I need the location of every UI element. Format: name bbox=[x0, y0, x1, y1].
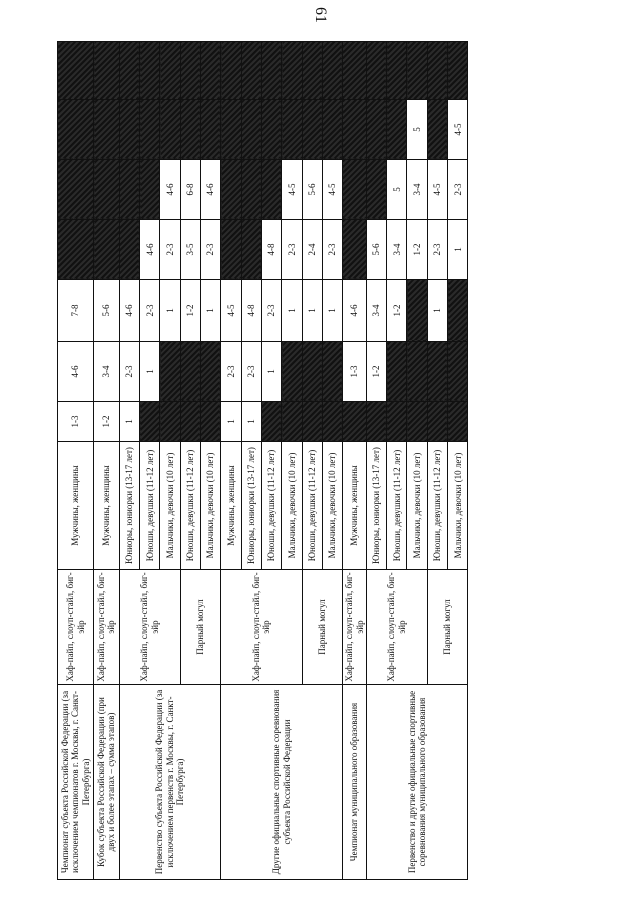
table-cell: 4-5 bbox=[221, 280, 241, 342]
table-cell: 2-3 bbox=[140, 280, 160, 342]
shaded-cell bbox=[221, 160, 241, 220]
shaded-cell bbox=[366, 100, 386, 160]
shaded-cell bbox=[448, 402, 468, 442]
shaded-cell bbox=[221, 42, 241, 100]
table-row bbox=[94, 42, 120, 880]
page-number-text: 61 bbox=[312, 7, 329, 23]
shaded-cell bbox=[322, 402, 342, 442]
shaded-cell bbox=[366, 160, 386, 220]
table-row bbox=[343, 42, 367, 880]
shaded-cell bbox=[387, 402, 407, 442]
table-cell: 4-5 bbox=[282, 160, 302, 220]
table-cell: 3-4 bbox=[387, 220, 407, 280]
shaded-cell bbox=[343, 220, 367, 280]
table-cell: Юноши, девушки (11-12 лет) bbox=[427, 442, 447, 570]
table-cell: 3-5 bbox=[180, 220, 200, 280]
table-cell: Хаф-пайп, слоуп-стайл, биг-эйр bbox=[94, 570, 120, 685]
shaded-cell bbox=[427, 42, 447, 100]
table-cell: 1 bbox=[200, 280, 220, 342]
table-cell: 2-3 bbox=[221, 342, 241, 402]
shaded-cell bbox=[241, 100, 261, 160]
table-cell: 1 bbox=[119, 402, 139, 442]
table-cell: 1 bbox=[302, 280, 322, 342]
table-cell: 4-6 bbox=[200, 160, 220, 220]
shaded-cell bbox=[94, 42, 120, 100]
shaded-cell bbox=[180, 100, 200, 160]
shaded-cell bbox=[302, 402, 322, 442]
table-cell: 4-8 bbox=[241, 280, 261, 342]
table-cell: Мальчики, девочки (10 лет) bbox=[322, 442, 342, 570]
shaded-cell bbox=[282, 100, 302, 160]
table-cell: 2-3 bbox=[427, 220, 447, 280]
rotated-table-container bbox=[57, 42, 463, 880]
table-cell: 2-3 bbox=[261, 280, 281, 342]
table-cell: 5 bbox=[407, 100, 427, 160]
table-cell: 5-6 bbox=[94, 280, 120, 342]
table-cell: 4-6 bbox=[119, 280, 139, 342]
table-cell: Хаф-пайп, слоуп-стайл, биг-эйр bbox=[343, 570, 367, 685]
table-row bbox=[58, 42, 94, 880]
table-cell: Другие официальные спортивные соревнования субъекта Российской Федерации bbox=[221, 685, 343, 880]
table-cell: Парный могул bbox=[180, 570, 221, 685]
shaded-cell bbox=[221, 100, 241, 160]
table-cell: 1-2 bbox=[366, 342, 386, 402]
shaded-cell bbox=[302, 342, 322, 402]
table-cell: 2-3 bbox=[160, 220, 180, 280]
table-cell: 1 bbox=[282, 280, 302, 342]
table-cell: 4-6 bbox=[160, 160, 180, 220]
table-cell: 1-3 bbox=[58, 402, 94, 442]
shaded-cell bbox=[427, 100, 447, 160]
table-cell: 2-3 bbox=[448, 160, 468, 220]
table-cell: 2-3 bbox=[200, 220, 220, 280]
table-cell: 1-3 bbox=[343, 342, 367, 402]
table-cell: Юниоры, юниорки (13-17 лет) bbox=[366, 442, 386, 570]
table-cell: Кубок субъекта Российской Федерации (при двух и более этапах – сумма этапов) bbox=[94, 685, 120, 880]
table-cell: Мальчики, девочки (10 лет) bbox=[407, 442, 427, 570]
table-row bbox=[366, 42, 386, 880]
table-cell: 5-6 bbox=[366, 220, 386, 280]
table-cell: 1-2 bbox=[94, 402, 120, 442]
table-cell: Мужчины, женщины bbox=[221, 442, 241, 570]
shaded-cell bbox=[160, 42, 180, 100]
shaded-cell bbox=[160, 342, 180, 402]
shaded-cell bbox=[427, 402, 447, 442]
shaded-cell bbox=[200, 402, 220, 442]
table-cell: 1 bbox=[427, 280, 447, 342]
table-cell: Юноши, девушки (11-12 лет) bbox=[140, 442, 160, 570]
page-number bbox=[0, 0, 640, 30]
table-cell: 4-8 bbox=[261, 220, 281, 280]
table-cell: Мальчики, девочки (10 лет) bbox=[200, 442, 220, 570]
table-cell: 1-2 bbox=[407, 220, 427, 280]
table-cell: 1 bbox=[221, 402, 241, 442]
table-cell: Юноши, девушки (11-12 лет) bbox=[387, 442, 407, 570]
table-cell: 2-3 bbox=[282, 220, 302, 280]
shaded-cell bbox=[241, 42, 261, 100]
shaded-cell bbox=[200, 342, 220, 402]
shaded-cell bbox=[387, 100, 407, 160]
shaded-cell bbox=[221, 220, 241, 280]
shaded-cell bbox=[261, 42, 281, 100]
shaded-cell bbox=[448, 42, 468, 100]
table-cell: 6-8 bbox=[180, 160, 200, 220]
table-cell: 2-4 bbox=[302, 220, 322, 280]
table-cell: Хаф-пайп, слоуп-стайл, биг-эйр bbox=[58, 570, 94, 685]
shaded-cell bbox=[140, 160, 160, 220]
shaded-cell bbox=[387, 342, 407, 402]
shaded-cell bbox=[343, 42, 367, 100]
shaded-cell bbox=[94, 100, 120, 160]
table-cell: Юниоры, юниорки (13-17 лет) bbox=[119, 442, 139, 570]
table-cell: 4-5 bbox=[427, 160, 447, 220]
table-cell: Парный могул bbox=[302, 570, 343, 685]
shaded-cell bbox=[448, 342, 468, 402]
shaded-cell bbox=[407, 402, 427, 442]
shaded-cell bbox=[180, 402, 200, 442]
table-cell: 4-6 bbox=[140, 220, 160, 280]
table-cell: 5-6 bbox=[302, 160, 322, 220]
shaded-cell bbox=[200, 100, 220, 160]
shaded-cell bbox=[140, 402, 160, 442]
table-cell: 1 bbox=[261, 342, 281, 402]
shaded-cell bbox=[302, 100, 322, 160]
shaded-cell bbox=[407, 42, 427, 100]
shaded-cell bbox=[427, 342, 447, 402]
table-cell: 1 bbox=[241, 402, 261, 442]
shaded-cell bbox=[160, 100, 180, 160]
shaded-cell bbox=[407, 280, 427, 342]
table-cell: 4-6 bbox=[343, 280, 367, 342]
shaded-cell bbox=[94, 220, 120, 280]
shaded-cell bbox=[119, 220, 139, 280]
shaded-cell bbox=[282, 342, 302, 402]
shaded-cell bbox=[448, 280, 468, 342]
table-cell: 4-5 bbox=[448, 100, 468, 160]
table-cell: Мужчины, женщины bbox=[58, 442, 94, 570]
shaded-cell bbox=[180, 42, 200, 100]
table-cell: Мальчики, девочки (10 лет) bbox=[448, 442, 468, 570]
table-cell: Мальчики, девочки (10 лет) bbox=[160, 442, 180, 570]
table-cell: Хаф-пайп, слоуп-стайл, биг-эйр bbox=[366, 570, 427, 685]
shaded-cell bbox=[58, 160, 94, 220]
table-row bbox=[221, 42, 241, 880]
shaded-cell bbox=[180, 342, 200, 402]
shaded-cell bbox=[119, 100, 139, 160]
shaded-cell bbox=[58, 220, 94, 280]
table-cell: Юноши, девушки (11-12 лет) bbox=[180, 442, 200, 570]
shaded-cell bbox=[343, 160, 367, 220]
shaded-cell bbox=[261, 100, 281, 160]
shaded-cell bbox=[387, 42, 407, 100]
table-cell: Мужчины, женщины bbox=[94, 442, 120, 570]
table-region bbox=[57, 42, 463, 880]
shaded-cell bbox=[407, 342, 427, 402]
shaded-cell bbox=[366, 42, 386, 100]
table-cell: 1-2 bbox=[387, 280, 407, 342]
shaded-cell bbox=[343, 100, 367, 160]
shaded-cell bbox=[119, 160, 139, 220]
shaded-cell bbox=[282, 402, 302, 442]
shaded-cell bbox=[261, 160, 281, 220]
table-cell: Мужчины, женщины bbox=[343, 442, 367, 570]
shaded-cell bbox=[261, 402, 281, 442]
table-cell: Юноши, девушки (11-12 лет) bbox=[261, 442, 281, 570]
qualification-table bbox=[57, 41, 468, 880]
shaded-cell bbox=[322, 342, 342, 402]
shaded-cell bbox=[322, 100, 342, 160]
shaded-cell bbox=[119, 42, 139, 100]
shaded-cell bbox=[241, 220, 261, 280]
shaded-cell bbox=[366, 402, 386, 442]
table-cell: 1 bbox=[322, 280, 342, 342]
shaded-cell bbox=[160, 402, 180, 442]
shaded-cell bbox=[140, 100, 160, 160]
table-cell: 3-4 bbox=[407, 160, 427, 220]
table-cell: 4-6 bbox=[58, 342, 94, 402]
table-cell: 1 bbox=[160, 280, 180, 342]
table-cell: 7-8 bbox=[58, 280, 94, 342]
table-cell: 3-4 bbox=[366, 280, 386, 342]
table-cell: Хаф-пайп, слоуп-стайл, биг-эйр bbox=[119, 570, 180, 685]
shaded-cell bbox=[302, 42, 322, 100]
shaded-cell bbox=[94, 160, 120, 220]
shaded-cell bbox=[140, 42, 160, 100]
table-cell: 1 bbox=[448, 220, 468, 280]
table-cell: Мальчики, девочки (10 лет) bbox=[282, 442, 302, 570]
table-cell: Юниоры, юниорки (13-17 лет) bbox=[241, 442, 261, 570]
shaded-cell bbox=[58, 100, 94, 160]
shaded-cell bbox=[343, 402, 367, 442]
table-cell: 1 bbox=[140, 342, 160, 402]
table-cell: 2-3 bbox=[322, 220, 342, 280]
shaded-cell bbox=[282, 42, 302, 100]
table-row bbox=[119, 42, 139, 880]
shaded-cell bbox=[322, 42, 342, 100]
table-cell: Первенство субъекта Российской Федерации (за исключением первенств г. Москвы, г. Санкт-Петербурга) bbox=[119, 685, 221, 880]
table-cell: 5 bbox=[387, 160, 407, 220]
table-cell: Хаф-пайп, слоуп-стайл, биг-эйр bbox=[221, 570, 302, 685]
shaded-cell bbox=[200, 42, 220, 100]
table-cell: Первенство и другие официальные спортивные соревнования муниципального образования bbox=[366, 685, 468, 880]
table-cell: 2-3 bbox=[119, 342, 139, 402]
table-cell: 2-3 bbox=[241, 342, 261, 402]
table-cell: Юноши, девушки (11-12 лет) bbox=[302, 442, 322, 570]
table-cell: Парный могул bbox=[427, 570, 468, 685]
table-cell: Чемпионат субъекта Российской Федерации (за исключением чемпионатов г. Москвы, г. Санкт-Петербурга) bbox=[58, 685, 94, 880]
table-cell: 4-5 bbox=[322, 160, 342, 220]
table-cell: 1-2 bbox=[180, 280, 200, 342]
table-cell: Чемпионат муниципального образования bbox=[343, 685, 367, 880]
table-cell: 3-4 bbox=[94, 342, 120, 402]
shaded-cell bbox=[241, 160, 261, 220]
shaded-cell bbox=[58, 42, 94, 100]
